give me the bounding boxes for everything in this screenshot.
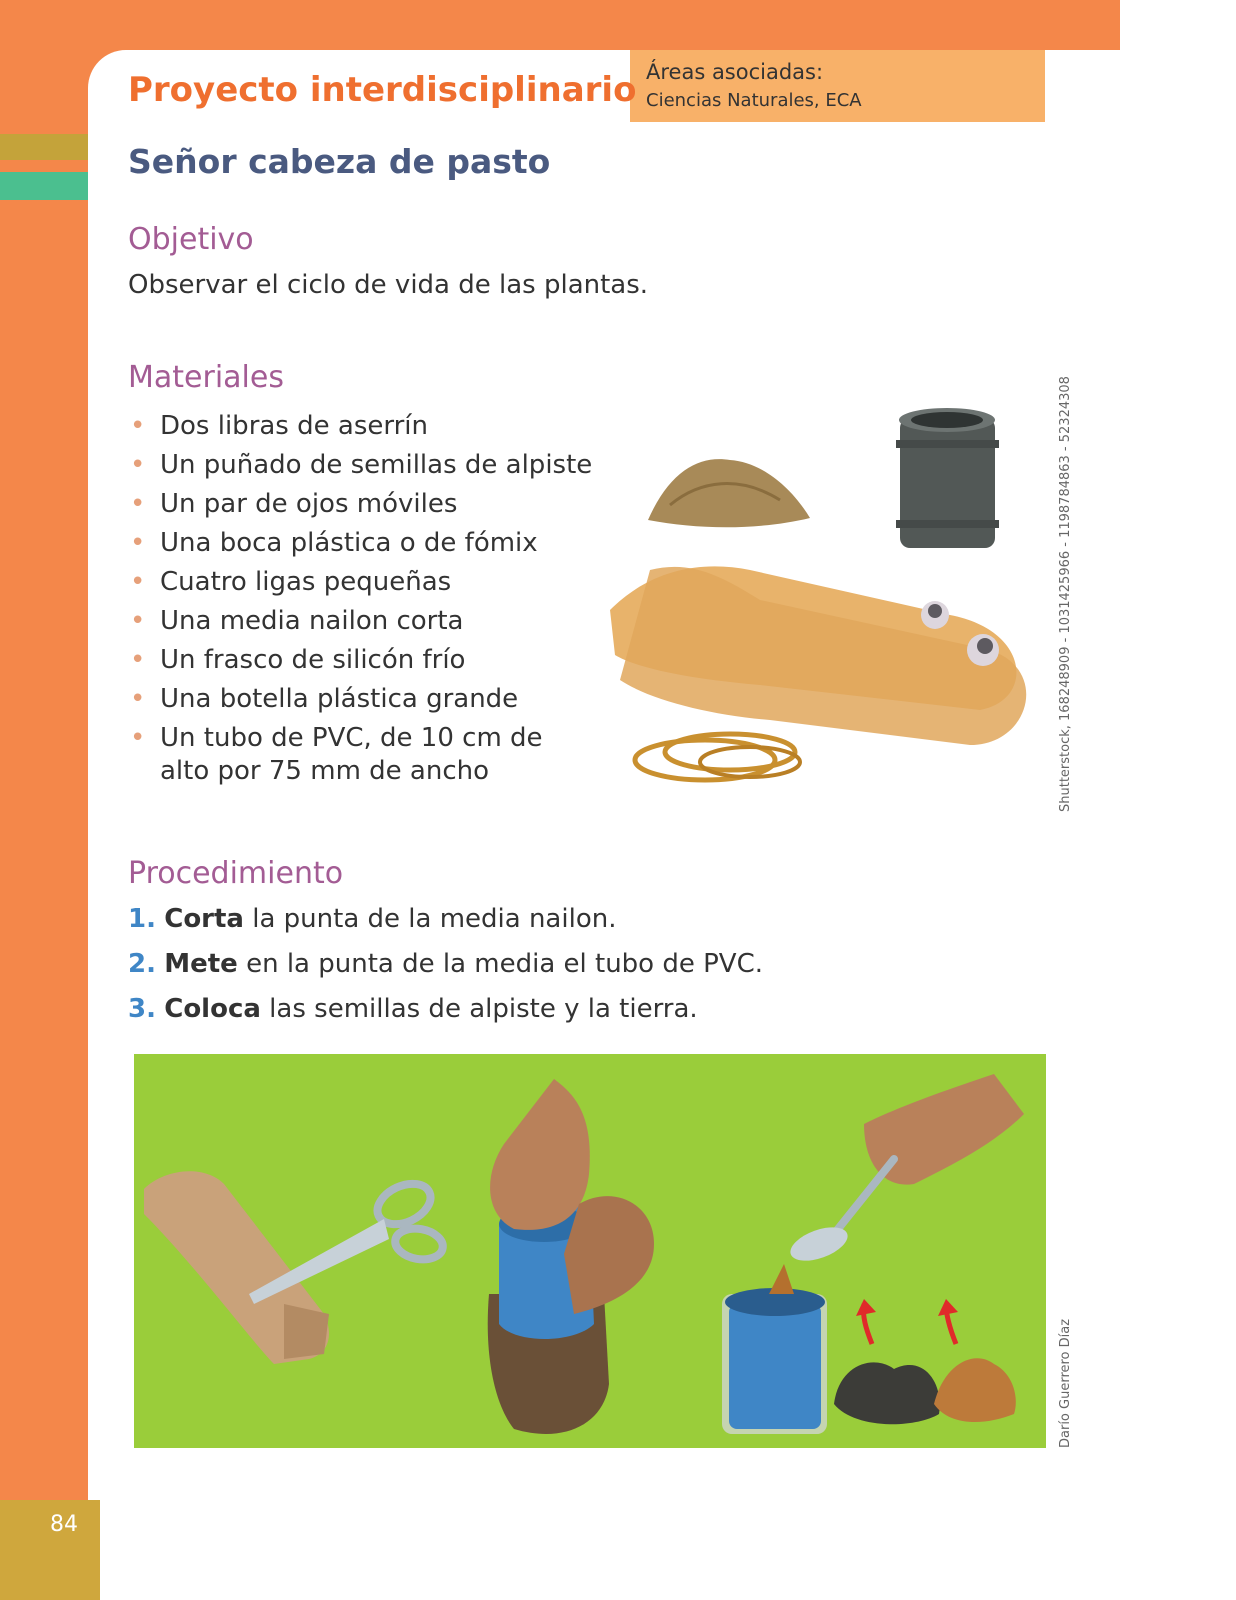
objective-heading: Objetivo [128,222,254,257]
left-orange-band [0,0,88,1500]
green-stripe [0,172,92,200]
areas-title: Áreas asociadas: [646,60,824,84]
step-text: las semillas de alpiste y la tierra. [260,994,698,1024]
step-verb: Coloca [164,994,261,1024]
page-number: 84 [50,1512,78,1537]
procedure-heading: Procedimiento [128,856,344,891]
list-item: • Un tubo de PVC, de 10 cm de alto por 75 mm de ancho [128,722,598,788]
list-item: • Una boca plástica o de fómix [128,527,598,560]
list-item: • Un frasco de silicón frío [128,644,598,677]
areas-list: Ciencias Naturales, ECA [646,90,862,111]
materials-photo [610,400,1050,800]
step-item [128,947,763,981]
page-title: Señor cabeza de pasto [128,142,551,181]
materials-list [128,410,598,794]
step-number: 2. [128,949,156,979]
procedure-illustration [134,1054,1046,1448]
step-item [128,992,763,1026]
photo-credit: Shutterstock, 168248909 - 1031425966 - 1198784863 - 52324308 [1058,376,1073,812]
step-verb: Corta [164,904,244,934]
list-item: • Dos libras de aserrín [128,410,598,443]
soil-pile [834,1362,940,1424]
step-number: 1. [128,904,156,934]
step-text: en la punta de la media el tubo de PVC. [237,949,764,979]
olive-stripe [0,134,92,160]
sawdust-pile [648,459,810,527]
list-item: • Un par de ojos móviles [128,488,598,521]
objective-text: Observar el ciclo de vida de las plantas. [128,270,649,300]
right-margin [1120,0,1236,1600]
project-label: Proyecto interdisciplinario [128,70,637,110]
step-verb: Mete [164,949,238,979]
step-item [128,902,763,936]
pvc-tube [900,418,995,548]
list-item: • Un puñado de semillas de alpiste [128,449,598,482]
illustration-credit: Darío Guerrero Díaz [1058,1318,1073,1448]
materials-heading: Materiales [128,360,284,395]
step-text: la punta de la media nailon. [243,904,617,934]
step-number: 3. [128,994,156,1024]
list-item: • Cuatro ligas pequeñas [128,566,598,599]
procedure-steps [128,902,763,1037]
list-item: • Una media nailon corta [128,605,598,638]
list-item: • Una botella plástica grande [128,683,598,716]
